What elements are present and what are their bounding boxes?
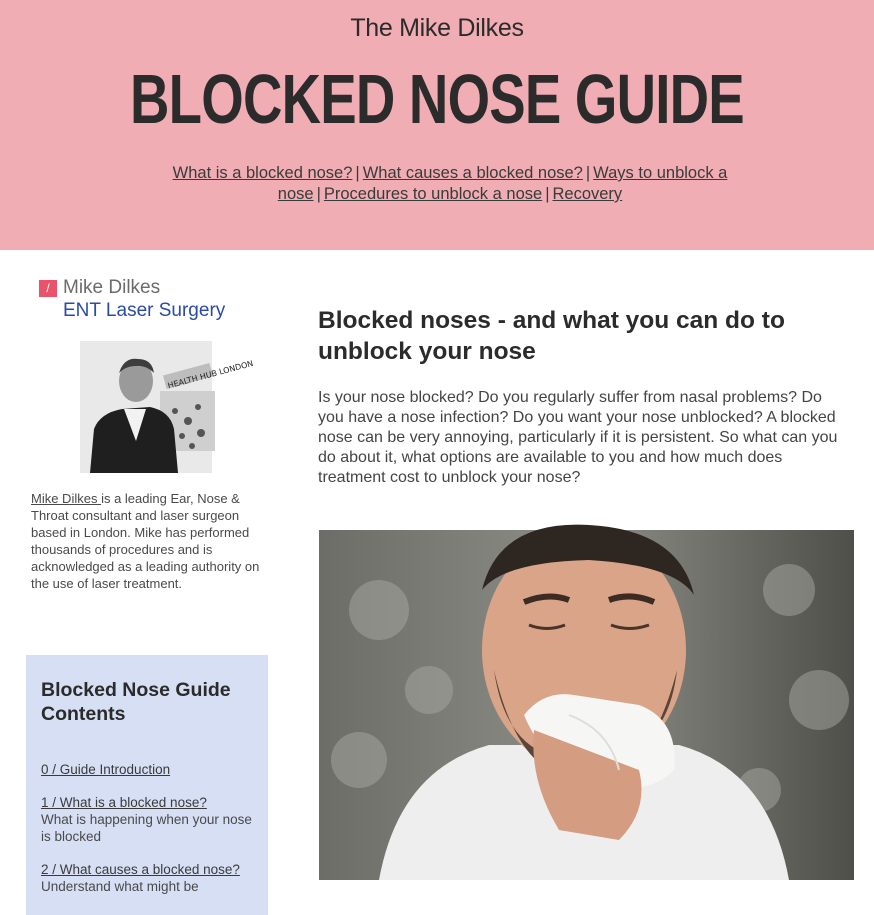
logo-mark-icon[interactable]: / [39,280,57,297]
toc-link-what-is[interactable]: 1 / What is a blocked nose? [41,795,207,810]
article-headline: Blocked noses - and what you can do to unblock your nose [318,307,785,365]
avatar [80,341,255,473]
bio-author-link[interactable]: Mike Dilkes [31,491,102,506]
top-navigation [165,163,735,205]
article-intro: Is your nose blocked? Do you regularly suffer from nasal problems? Do you have a nose infection? Do you want your nose unblocked? A blocked nose can be very annoying, particularly if it is persistent. So what can you do about it, what options are available to you and how much does treatment cost to unblock your nose? [318,389,838,486]
nav-separator: | [355,164,360,182]
toc-description: Understand what might be [41,879,199,894]
toc-link-introduction[interactable]: 0 / Guide Introduction [41,762,171,777]
nav-separator: | [545,185,550,203]
bio-text: is a leading Ear, Nose & Throat consultant and laser surgeon based in London. Mike has performed thousands of procedures and is acknowledged as a leading authority on the use of laser treatment. [31,491,260,591]
page-title: BLOCKED NOSE GUIDE [130,60,744,138]
toc-description: What is happening when your nose is blocked [41,812,252,844]
portrait-photo-icon [80,341,255,473]
guide-contents-panel [26,655,268,915]
man-with-tissue-photo-icon [319,530,854,880]
contents-list [41,761,261,911]
logo-subtitle[interactable]: ENT Laser Surgery [63,300,226,321]
list-item [41,861,261,895]
contents-title: Blocked Nose Guide Contents [41,679,231,725]
nav-link-procedures[interactable]: Procedures to unblock a nose [323,185,543,203]
article-photo [319,530,854,880]
list-item [41,761,261,778]
brand-line: The Mike Dilkes [350,14,524,42]
nav-separator: | [316,185,321,203]
nav-link-what-is[interactable]: What is a blocked nose? [172,164,353,182]
bio-paragraph [31,490,261,592]
list-item [41,794,261,845]
avatar-banner-text: HEALTH HUB LONDON [166,358,255,391]
nav-link-ways-to-unblock[interactable]: Ways to unblock a nose [277,164,728,203]
logo-name[interactable]: Mike Dilkes [63,277,161,298]
toc-link-causes[interactable]: 2 / What causes a blocked nose? [41,862,240,877]
nav-link-recovery[interactable]: Recovery [552,185,623,203]
site-header [0,0,874,250]
nav-separator: | [585,164,591,182]
nav-link-causes[interactable]: What causes a blocked nose? [362,164,583,182]
